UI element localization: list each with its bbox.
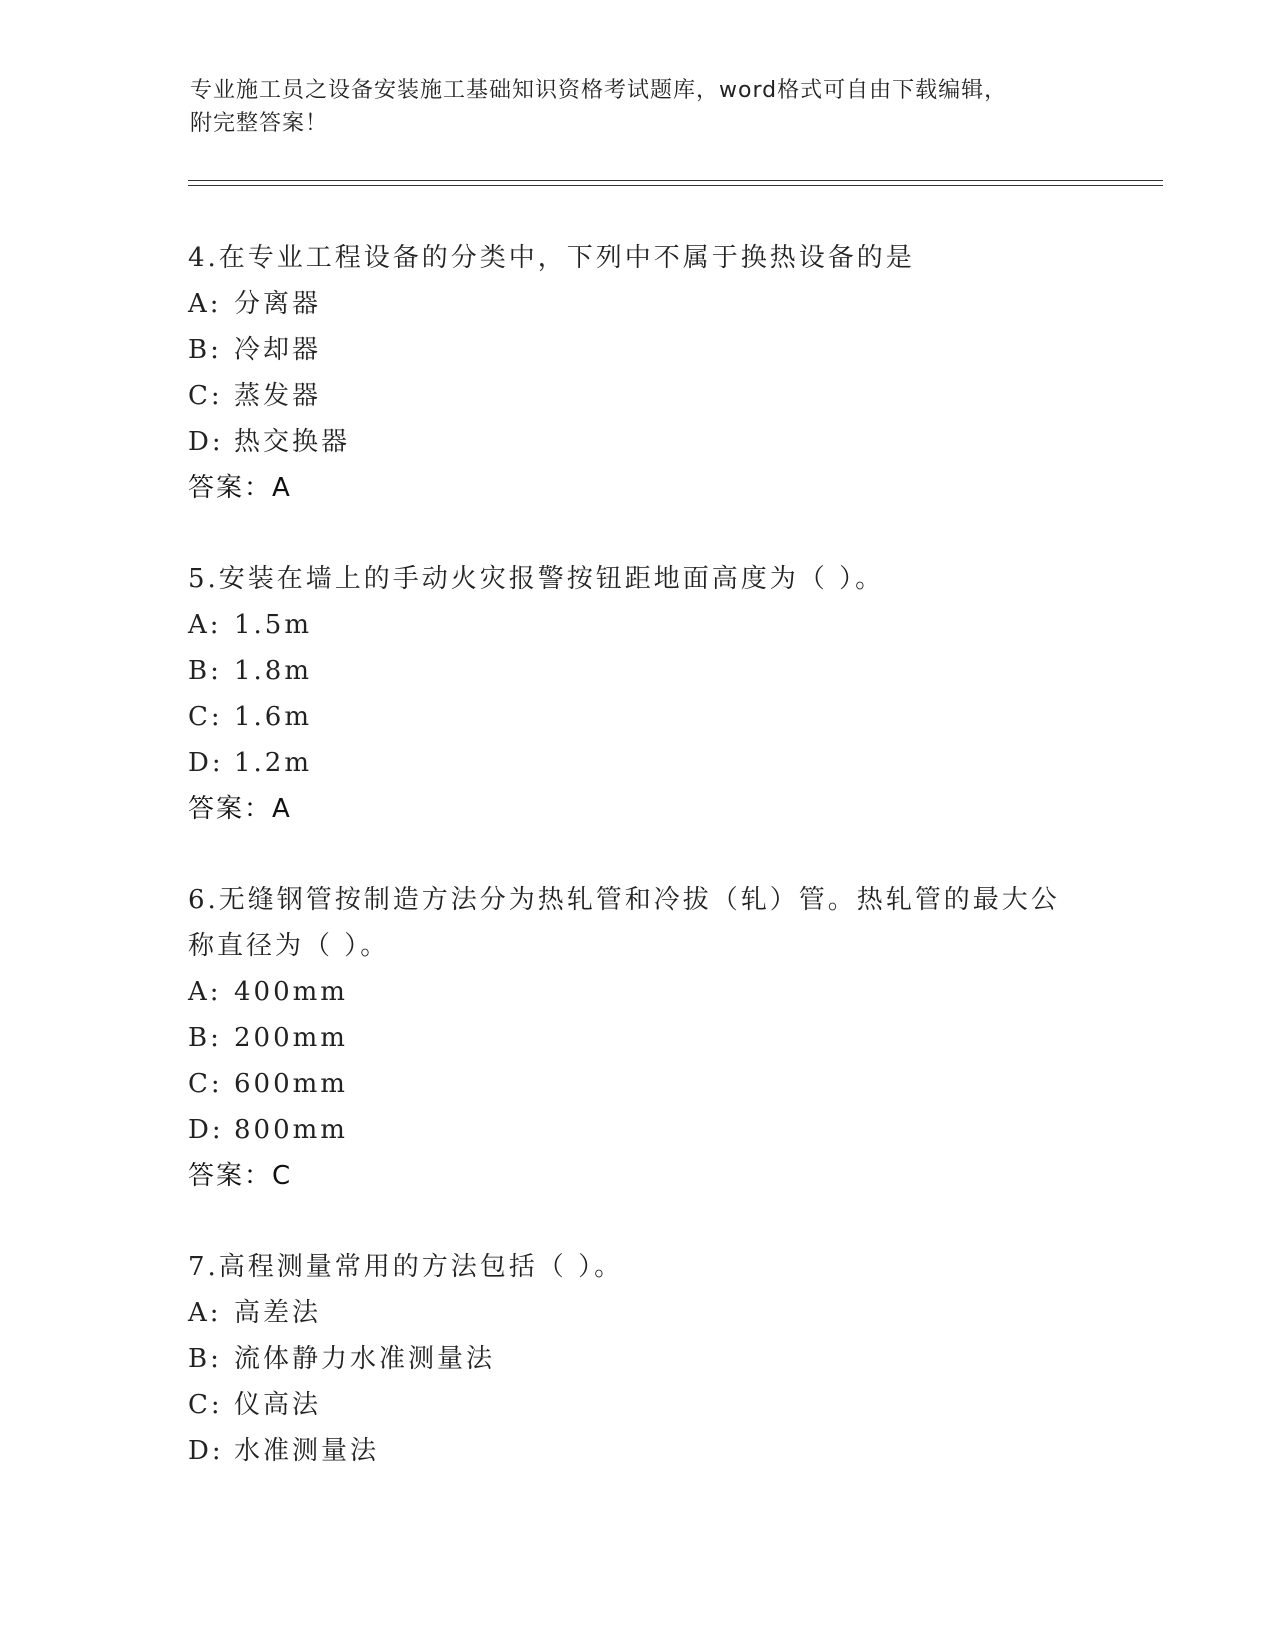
- option-key: B:: [188, 1344, 222, 1374]
- option-text: 200mm: [234, 1023, 348, 1053]
- header-divider-bottom: [188, 185, 1163, 186]
- option-a: [188, 969, 1088, 1015]
- option-b: [188, 1015, 1088, 1061]
- option-key: A:: [188, 610, 222, 640]
- option-d: [188, 740, 1088, 786]
- option-key: C:: [188, 381, 223, 411]
- question-6: [188, 877, 1088, 1199]
- option-a: [188, 602, 1088, 648]
- option-key: B:: [188, 1023, 222, 1053]
- option-key: C:: [188, 1069, 223, 1099]
- header-divider-top: [188, 180, 1163, 181]
- option-text: 流体静力水准测量法: [234, 1344, 496, 1374]
- question-5: [188, 556, 1088, 832]
- option-text: 高差法: [234, 1298, 322, 1328]
- option-c: [188, 1382, 1088, 1428]
- option-text: 1.6m: [234, 702, 313, 732]
- option-key: D:: [188, 427, 224, 457]
- option-a: [188, 281, 1088, 327]
- option-c: [188, 694, 1088, 740]
- option-b: [188, 648, 1088, 694]
- document-header: [190, 74, 1070, 140]
- option-text: 水准测量法: [234, 1436, 380, 1466]
- option-text: 400mm: [234, 977, 348, 1007]
- option-c: [188, 1061, 1088, 1107]
- header-line-1: 专业施工员之设备安装施工基础知识资格考试题库，word格式可自由下载编辑，: [190, 78, 1008, 103]
- question-stem: 5.安装在墙上的手动火灾报警按钮距地面高度为（ ）。: [188, 564, 885, 594]
- option-key: C:: [188, 702, 223, 732]
- option-key: D:: [188, 748, 224, 778]
- option-key: B:: [188, 335, 222, 365]
- header-line-2: 附完整答案！: [190, 111, 329, 136]
- question-7: [188, 1244, 1088, 1474]
- answer-label: 答案：C: [188, 1161, 293, 1191]
- option-text: 冷却器: [234, 335, 322, 365]
- option-key: A:: [188, 977, 222, 1007]
- option-text: 1.2m: [234, 748, 313, 778]
- option-d: [188, 419, 1088, 465]
- question-stem: 4.在专业工程设备的分类中，下列中不属于换热设备的是: [188, 243, 915, 273]
- option-b: [188, 327, 1088, 373]
- option-text: 蒸发器: [234, 381, 322, 411]
- option-key: C:: [188, 1390, 223, 1420]
- question-4: [188, 235, 1088, 511]
- option-text: 热交换器: [234, 427, 351, 457]
- option-text: 1.5m: [234, 610, 313, 640]
- option-key: B:: [188, 656, 222, 686]
- option-text: 分离器: [234, 289, 322, 319]
- option-text: 1.8m: [234, 656, 313, 686]
- option-a: [188, 1290, 1088, 1336]
- question-stem-line-1: 6.无缝钢管按制造方法分为热轧管和冷拔（轧）管。热轧管的最大公: [188, 885, 1060, 915]
- option-key: D:: [188, 1436, 224, 1466]
- answer-label: 答案：A: [188, 473, 292, 503]
- option-text: 仪高法: [234, 1390, 322, 1420]
- option-key: A:: [188, 1298, 222, 1328]
- option-key: A:: [188, 289, 222, 319]
- option-text: 600mm: [234, 1069, 348, 1099]
- option-b: [188, 1336, 1088, 1382]
- option-text: 800mm: [234, 1115, 348, 1145]
- question-stem: 7.高程测量常用的方法包括（ ）。: [188, 1252, 624, 1282]
- option-d: [188, 1107, 1088, 1153]
- option-d: [188, 1428, 1088, 1474]
- answer-label: 答案：A: [188, 794, 292, 824]
- question-stem-line-2: 称直径为（ ）。: [188, 931, 390, 961]
- option-key: D:: [188, 1115, 224, 1145]
- option-c: [188, 373, 1088, 419]
